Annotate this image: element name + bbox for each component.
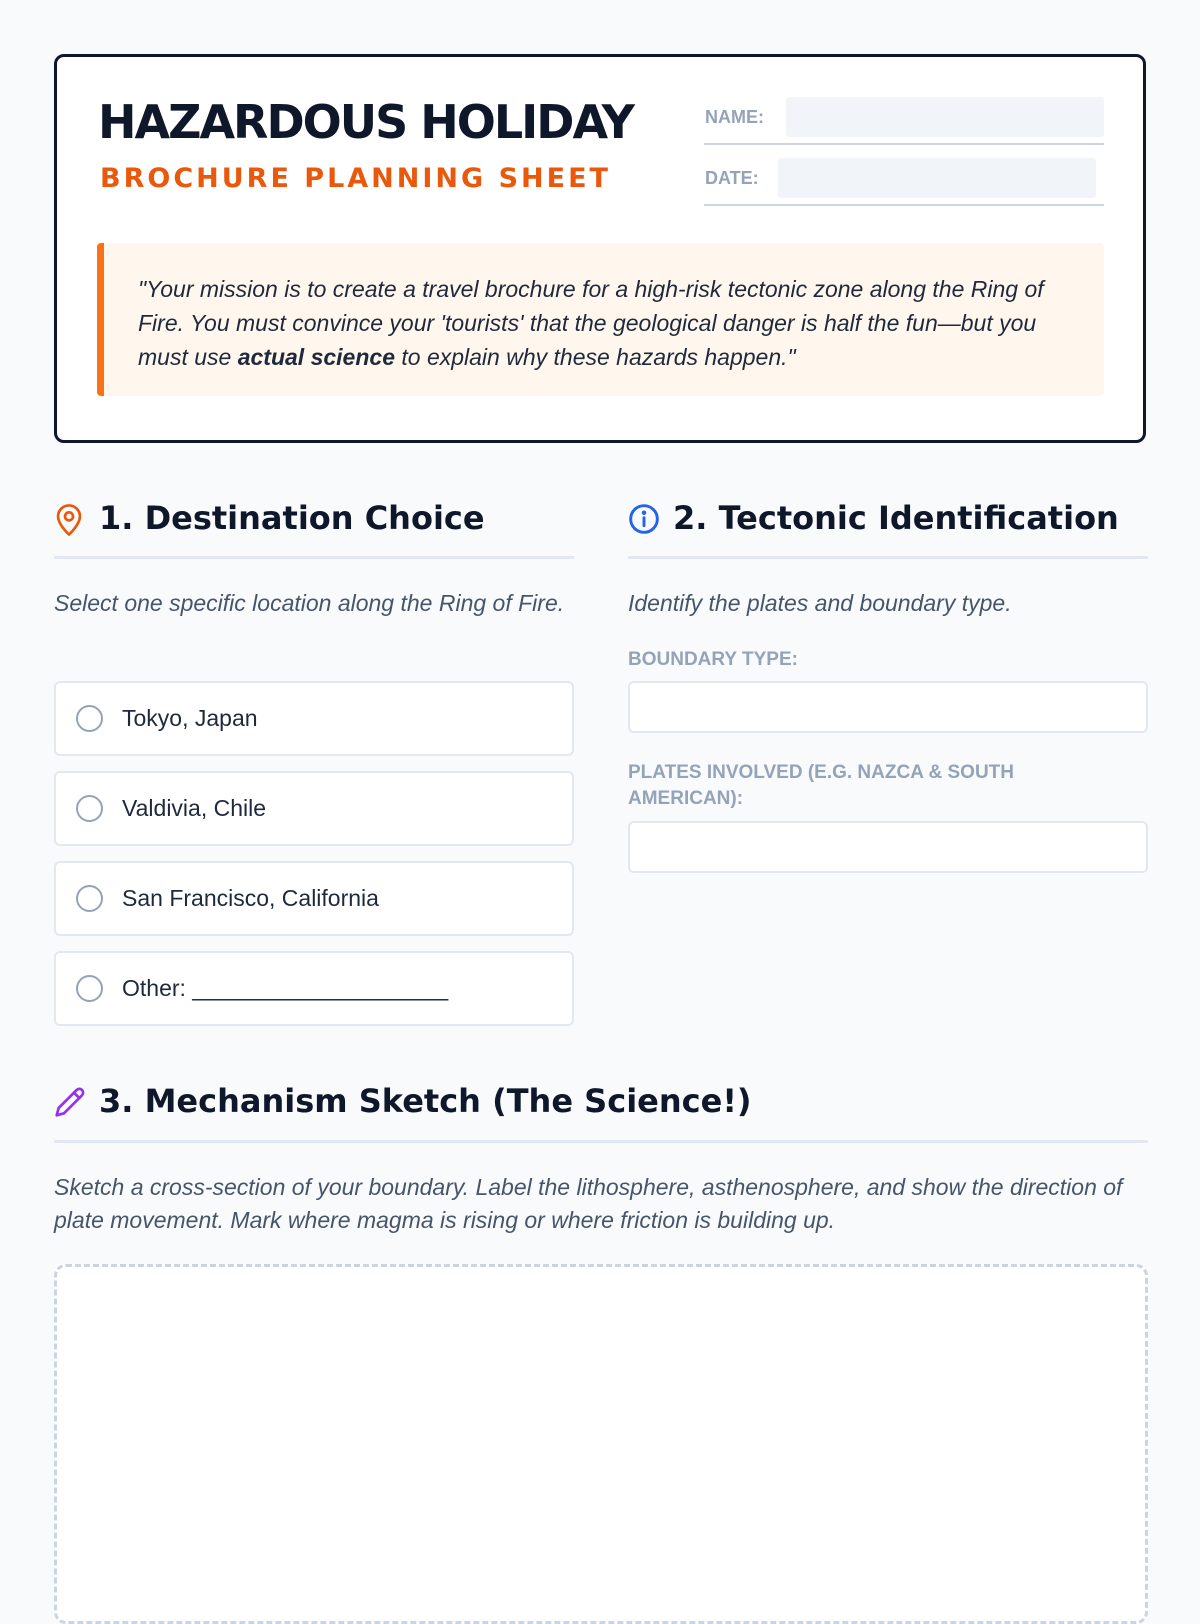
option-label: Tokyo, Japan — [122, 705, 258, 731]
radio-button[interactable] — [76, 705, 103, 732]
destination-option-other[interactable] — [54, 951, 574, 1026]
radio-button[interactable] — [76, 975, 103, 1002]
sketch-instruction: Sketch a cross-section of your boundary. Label the lithosphere, asthenosphere, and show the direction of plate movement. Mark where magma is rising or where friction is building up. — [54, 1174, 1123, 1233]
date-field[interactable] — [778, 158, 1096, 198]
info-icon — [628, 503, 660, 540]
name-row — [704, 97, 1104, 145]
page-title: HAZARDOUS HOLIDAY — [98, 95, 633, 149]
tectonic-section-header — [628, 497, 1148, 559]
option-label: San Francisco, California — [122, 885, 379, 911]
tectonic-instruction: Identify the plates and boundary type. — [628, 590, 1012, 616]
boundary-type-label: BOUNDARY TYPE: — [628, 649, 798, 670]
mission-emphasis: actual science — [237, 344, 395, 370]
radio-button[interactable] — [76, 795, 103, 822]
sketch-area[interactable] — [54, 1264, 1148, 1624]
date-label: DATE: — [705, 168, 759, 188]
option-label: Other: ____________________ — [122, 975, 449, 1001]
sketch-section-header — [54, 1080, 1148, 1143]
destination-option-tokyo[interactable] — [54, 681, 574, 756]
option-label: Valdivia, Chile — [122, 795, 267, 821]
destination-option-san-francisco[interactable] — [54, 861, 574, 936]
destination-heading: 1. Destination Choice — [99, 499, 485, 537]
mission-text-end: to explain why these hazards happen." — [394, 344, 796, 370]
mission-text-start: "Your mission is to create a travel brochure for a high-risk tectonic zone along the Ring of Fire. You must convince your 'tourists' that the geological danger is half the fun—but you must use — [138, 276, 1044, 370]
mission-callout — [97, 243, 1104, 396]
boundary-type-field[interactable] — [628, 681, 1148, 733]
destination-section-header — [54, 497, 574, 559]
radio-button[interactable] — [76, 885, 103, 912]
header-card — [54, 54, 1146, 443]
plates-involved-label: PLATES INVOLVED (E.G. NAZCA & SOUTH AMERICAN): — [628, 762, 1014, 809]
name-label: NAME: — [705, 107, 764, 127]
date-row — [704, 158, 1104, 206]
page-subtitle: BROCHURE PLANNING SHEET — [100, 163, 611, 194]
destination-instruction: Select one specific location along the Ring of Fire. — [54, 590, 565, 616]
destination-option-valdivia[interactable] — [54, 771, 574, 846]
name-field[interactable] — [786, 97, 1104, 137]
map-pin-icon — [54, 503, 84, 542]
sketch-heading: 3. Mechanism Sketch (The Science!) — [99, 1082, 752, 1120]
plates-involved-field[interactable] — [628, 821, 1148, 873]
pencil-icon — [54, 1086, 86, 1123]
tectonic-heading: 2. Tectonic Identification — [673, 499, 1119, 537]
